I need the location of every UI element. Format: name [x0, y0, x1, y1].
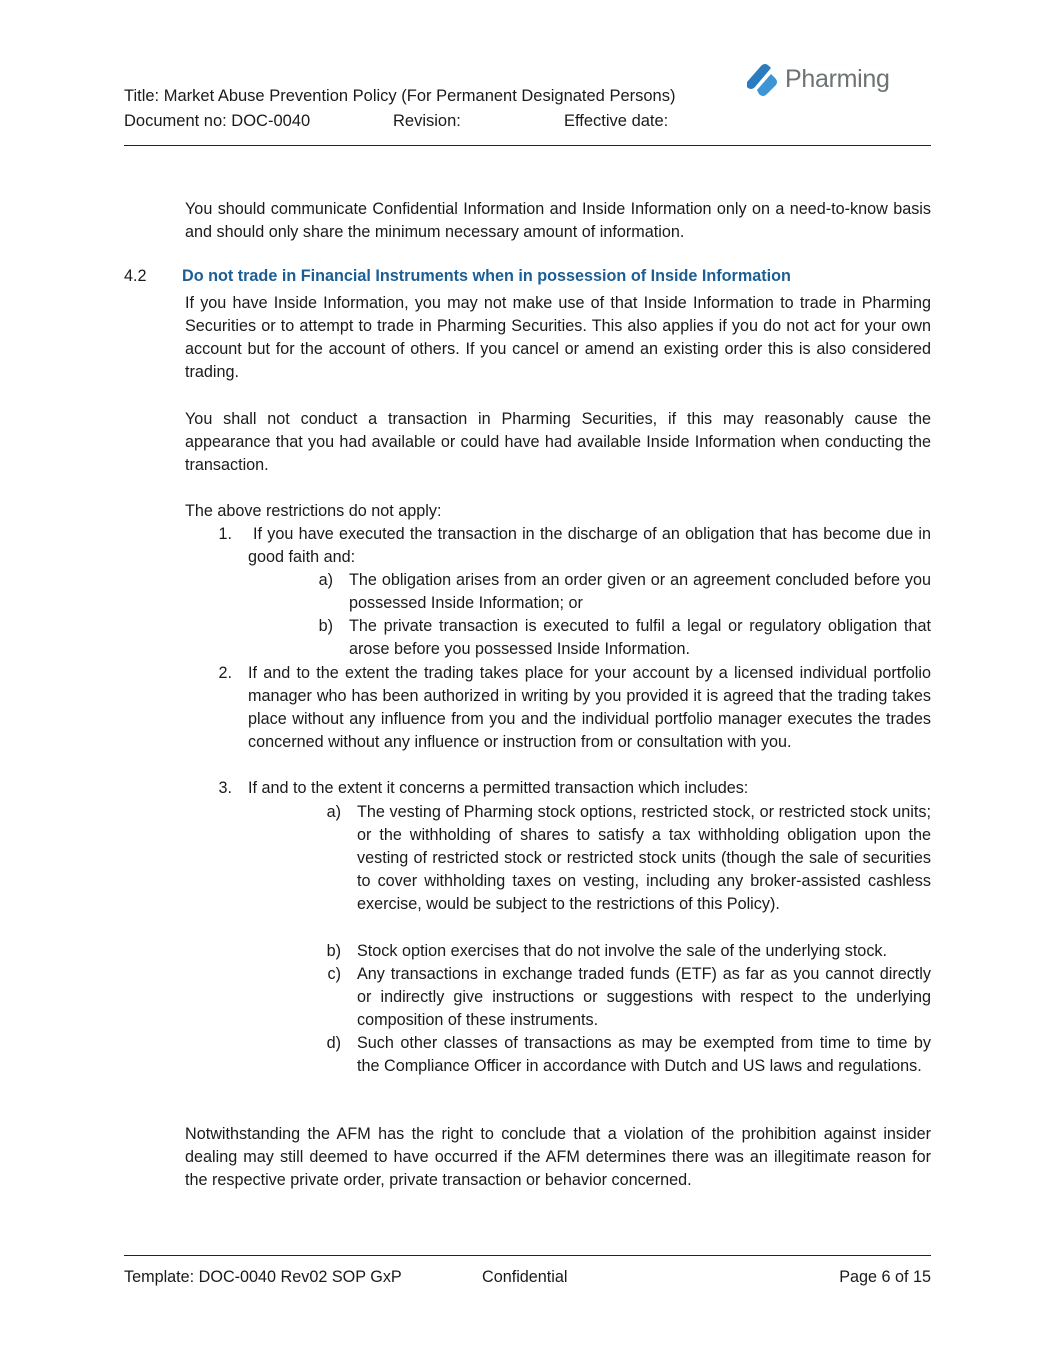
sub-list-item: The vesting of Pharming stock options, restricted stock, or restricted stock units; or the withholding of shares to satisfy a tax withholding obligation upon the vesting of restricted stock or restricted stock units (though the sale of securities to cover withholding taxes on vesting, including any broker-assisted cashless exercise, would be subject to the restrictions of this Policy). — [357, 803, 931, 914]
sub-list-marker: b) — [326, 942, 341, 960]
footer-divider — [124, 1255, 931, 1256]
effective-date-label: Effective date: — [564, 112, 669, 130]
sub-list-marker: b) — [318, 617, 333, 635]
section-title: Do not trade in Financial Instruments when in possession of Inside Information — [182, 267, 791, 285]
paragraph-2 — [185, 408, 931, 477]
intro-paragraph — [185, 198, 931, 244]
revision-label: Revision: — [393, 112, 461, 130]
intro-text: You should communicate Confidential Information and Inside Information only on a need-to-know basis and should only share the minimum necessary amount of information. — [185, 200, 931, 242]
sub-list-item: The private transaction is executed to fulfil a legal or regulatory obligation that arose before you possessed Inside Information. — [349, 617, 931, 659]
list-item: If you have executed the transaction in the discharge of an obligation that has become due in good faith and: — [248, 525, 931, 567]
paragraph-1-text: If you have Inside Information, you may not make use of that Inside Information to trade in Pharming Securities or to attempt to trade in Pharming Securities. This also applies if you do not act for your own account but for the account of others. If you cancel or amend an existing order this is also considered trading. — [185, 294, 931, 382]
footer-page-number: Page 6 of 15 — [839, 1268, 931, 1286]
document-header — [124, 84, 675, 134]
pharming-logo-icon — [743, 60, 781, 98]
list-marker: 3. — [218, 779, 232, 797]
list-marker: 2. — [218, 664, 232, 682]
closing-paragraph — [185, 1123, 931, 1192]
sub-list-marker: a) — [326, 803, 341, 821]
paragraph-2-text: You shall not conduct a transaction in Pharming Securities, if this may reasonably cause the appearance that you had available or could have had available Inside Information when conducting the transaction. — [185, 410, 931, 475]
sub-list-marker: a) — [318, 571, 333, 589]
sub-list-marker: c) — [327, 965, 341, 983]
sub-list-marker: d) — [326, 1034, 341, 1052]
document-title: Title: Market Abuse Prevention Policy (For Permanent Designated Persons) — [124, 87, 676, 105]
footer-template: Template: DOC-0040 Rev02 SOP GxP — [124, 1268, 402, 1286]
sub-list-item: Such other classes of transactions as may be exempted from time to time by the Compliance Officer in accordance with Dutch and US laws and regulations. — [357, 1034, 931, 1076]
footer-classification: Confidential — [482, 1268, 568, 1286]
sub-list-item: Any transactions in exchange traded funds (ETF) as far as you cannot directly or indirectly give instructions or suggestions with respect to the underlying composition of these instruments. — [357, 965, 931, 1030]
sub-list-item: The obligation arises from an order given or an agreement concluded before you possessed Inside Information; or — [349, 571, 931, 613]
sub-list-item: Stock option exercises that do not involve the sale of the underlying stock. — [357, 942, 887, 960]
list-marker: 1. — [218, 525, 232, 543]
logo-wordmark: Pharming — [785, 64, 890, 93]
restrictions-intro: The above restrictions do not apply: — [185, 502, 442, 520]
list-item: If and to the extent the trading takes place for your account by a licensed individual portfolio manager who has been authorized in writing by you provided it is agreed that the trading takes place without any influence from you and the individual portfolio manager executes the trades concerned without any influence or instruction from or consultation with you. — [248, 664, 931, 752]
pharming-logo — [743, 60, 890, 98]
closing-text: Notwithstanding the AFM has the right to conclude that a violation of the prohibition against insider dealing may still deemed to have occurred if the AFM determines there was an illegitimate reason for the respective private order, private transaction or behavior concerned. — [185, 1125, 931, 1190]
section-number: 4.2 — [124, 267, 147, 285]
document-number: Document no: DOC-0040 — [124, 112, 311, 130]
header-divider — [124, 145, 931, 146]
paragraph-1 — [185, 292, 931, 384]
list-item: If and to the extent it concerns a permitted transaction which includes: — [248, 779, 749, 797]
